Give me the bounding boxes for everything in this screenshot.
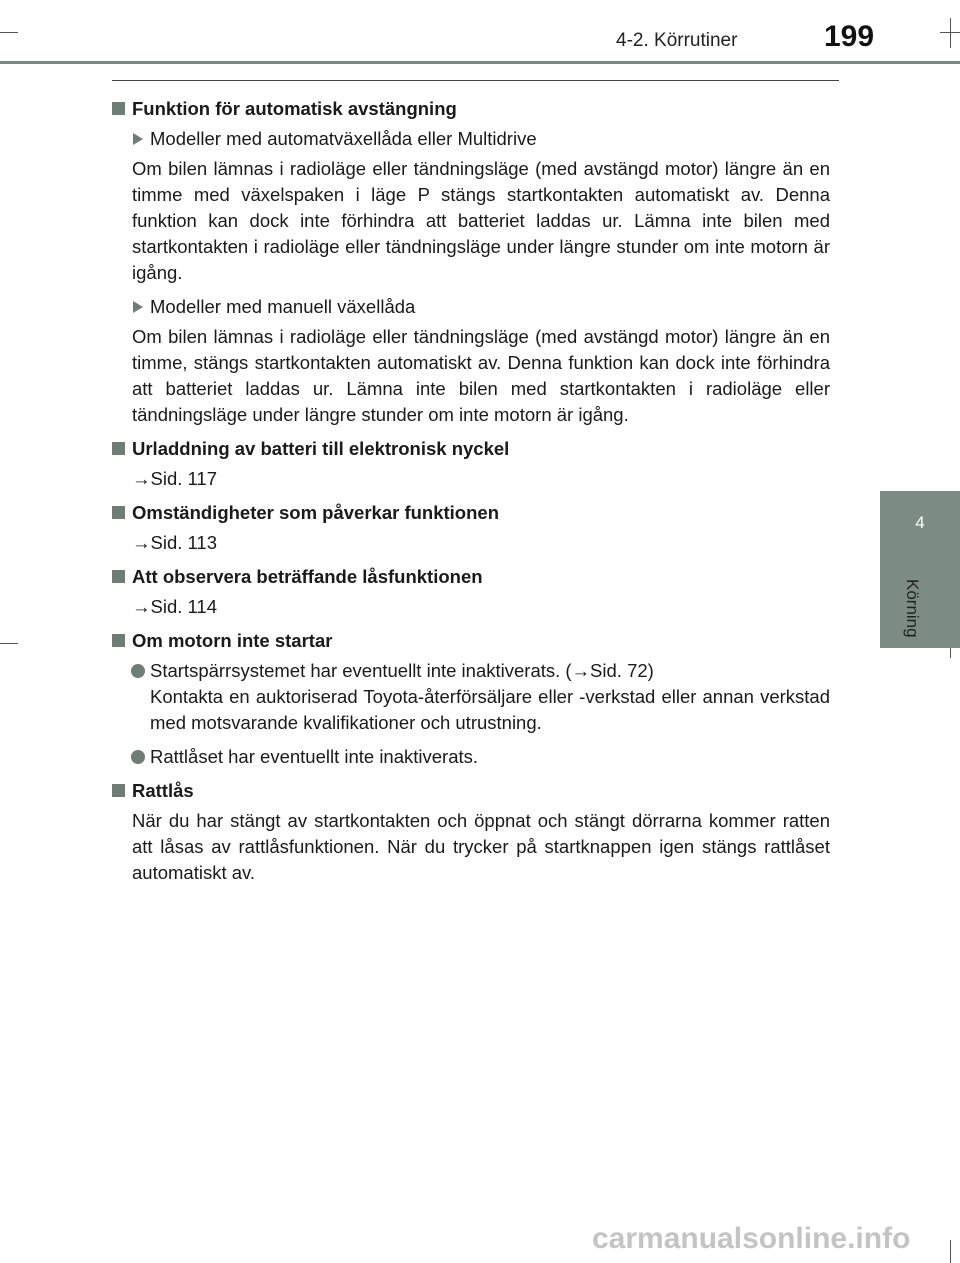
page-header [0,0,960,62]
square-bullet-icon [112,442,125,455]
square-bullet-icon [112,506,125,519]
square-bullet-icon [112,570,125,583]
square-bullet-icon [112,784,125,797]
page-reference: →Sid. 117 [132,468,218,489]
bullet-item [112,658,830,736]
section-heading-text: Att observera beträffande låsfunktionen [132,566,483,587]
section-heading-text: Funktion för automatisk avstängning [132,98,457,119]
content-top-rule [112,80,839,81]
circle-bullet-icon [131,750,145,764]
crop-mark [0,643,18,644]
subheading-text: Modeller med automatväxellåda eller Multidrive [150,128,537,149]
subheading-text: Modeller med manuell växellåda [150,296,416,317]
triangle-bullet-icon [133,133,143,145]
subheading [112,294,830,320]
square-bullet-icon [112,102,125,115]
page-number: 199 [824,20,875,53]
section-heading [112,628,830,654]
paragraph: Om bilen lämnas i radioläge eller tändningsläge (med avstängd motor) längre än en timme med växelspaken i läge P stängs startkontakten automatiskt av. Denna funktion kan dock inte förhindra att batteriet laddas ur. Lämna inte bilen med startkontakten i radioläge eller tändningsläge under längre stunder om inte motorn är igång. [132,158,830,283]
section-heading-text: Rattlås [132,780,194,801]
bullet-item [112,744,830,770]
section-heading-text: Omständigheter som påverkar funktionen [132,502,500,523]
watermark: carmanualsonline.info [592,1222,911,1255]
square-bullet-icon [112,634,125,647]
bullet-text-continued: Kontakta en auktoriserad Toyota-återförsäljare eller -verkstad eller annan verkstad med motsvarande kvalifikationer och utrustning. [150,686,830,733]
chapter-number: 4 [915,513,925,532]
section-heading [112,778,830,804]
bullet-text: Startspärrsystemet har eventuellt inte inaktiverats. (→Sid. 72) [150,660,654,681]
circle-bullet-icon [131,664,145,678]
crop-mark [950,1240,951,1263]
section-title: 4-2. Körrutiner [616,30,738,51]
section-heading [112,436,830,462]
page-content [112,96,830,894]
section-heading-text: Om motorn inte startar [132,630,333,651]
section-heading [112,96,830,122]
subheading [112,126,830,152]
section-heading [112,564,830,590]
section-heading-text: Urladdning av batteri till elektronisk nyckel [132,438,510,459]
header-rule [0,61,960,64]
paragraph: När du har stängt av startkontakten och öppnat och stängt dörrarna kommer ratten att låsas av rattlåsfunktionen. När du trycker på startknappen igen stängs rattlåset automatiskt av. [132,810,830,883]
chapter-label: Körning [903,579,922,638]
paragraph: Om bilen lämnas i radioläge eller tändningsläge (med avstängd motor) längre än en timme, stängs startkontakten automatiskt av. Denna funktion kan dock inte förhindra att batteriet laddas ur. Lämna inte bilen med startkontakten i radioläge eller tändningsläge under längre stunder om inte motorn är igång. [132,326,830,425]
page-reference: →Sid. 114 [132,596,218,617]
bullet-text: Rattlåset har eventuellt inte inaktiverats. [150,746,479,767]
section-heading [112,500,830,526]
page-reference: →Sid. 113 [132,532,218,553]
triangle-bullet-icon [133,301,143,313]
